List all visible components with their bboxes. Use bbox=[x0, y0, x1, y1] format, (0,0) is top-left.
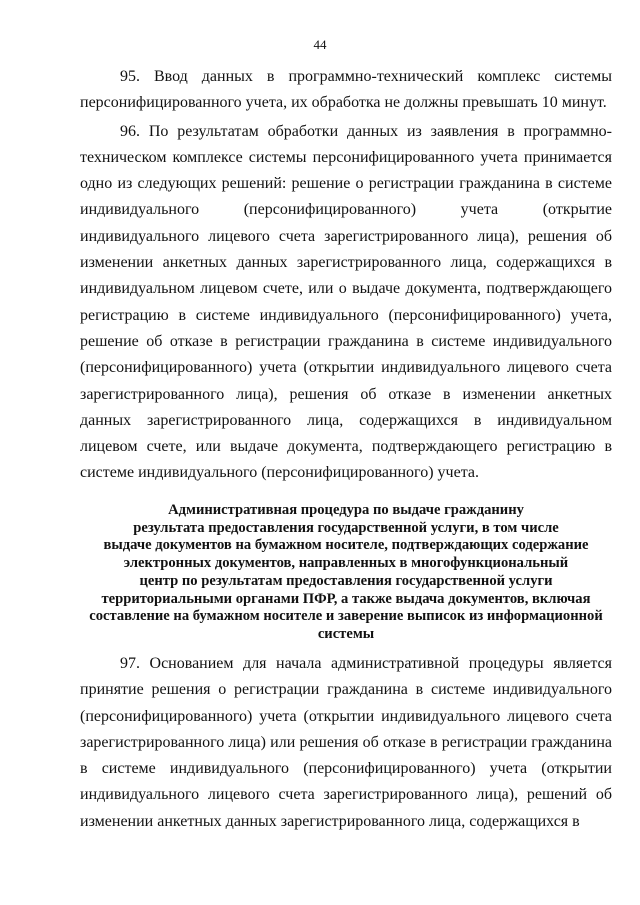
section-heading-line: системы bbox=[317, 625, 375, 642]
section-heading-line: результата предоставления государственной услуги, в том числе bbox=[133, 519, 559, 536]
paragraph-95: 95. Ввод данных в программно-технический комплекс системы персонифицированного учета, их обработка не должны превышать 10 минут. bbox=[80, 68, 612, 112]
section-heading-line: электронных документов, направленных в многофункциональный bbox=[123, 555, 569, 572]
paragraph-97: 97. Основанием для начала административной процедуры является принятие решения о регистрации гражданина в системе индивидуального (персонифицированного) учета (открытии индивидуального лицевого счета зарегистрированного лица) или решения об отказе в регистрации гражданина в системе индивидуального (персонифицированного) учета (открытии индивидуального лицевого счета зарегистрированного лица), решений об изменении анкетных данных зарегистрированного лица, содержащихся в bbox=[80, 655, 612, 830]
body-text-top bbox=[80, 64, 612, 487]
page-number: 44 bbox=[313, 37, 327, 52]
paragraph-96: 96. По результатам обработки данных из заявления в программно-техническом комплексе системы персонифицированного учета принимается одно из следующих решений: решение о регистрации гражданина в системе индивидуального (персонифицированного) учета (открытие индивидуального лицевого счета зарегистрированного лица), решения об изменении анкетных данных зарегистрированного лица, содержащихся в индивидуальном лицевом счете, или о выдаче документа, подтверждающего регистрацию в системе индивидуального (персонифицированного) учета, решение об отказе в регистрации гражданина в системе индивидуального (персонифицированного) учета (открытии индивидуального лицевого счета зарегистрированного лица), решения об отказе в изменении анкетных данных зарегистрированного лица, содержащихся в индивидуальном лицевом счете, или выдаче документа, подтверждающего регистрацию в системе индивидуального (персонифицированного) учета. bbox=[80, 122, 612, 482]
section-heading-line: Административная процедура по выдаче гражданину bbox=[168, 502, 524, 518]
section-heading-line: выдаче документов на бумажном носителе, подтверждающих содержание bbox=[103, 537, 589, 554]
section-heading bbox=[80, 502, 612, 644]
section-heading-line: территориальными органами ПФР, а также выдача документов, включая bbox=[101, 590, 591, 607]
section-heading-line: центр по результатам предоставления государственной услуги bbox=[139, 572, 553, 589]
body-text-bottom bbox=[80, 651, 612, 835]
section-heading-line: составление на бумажном носителе и заверение выписок из информационной bbox=[89, 608, 603, 625]
